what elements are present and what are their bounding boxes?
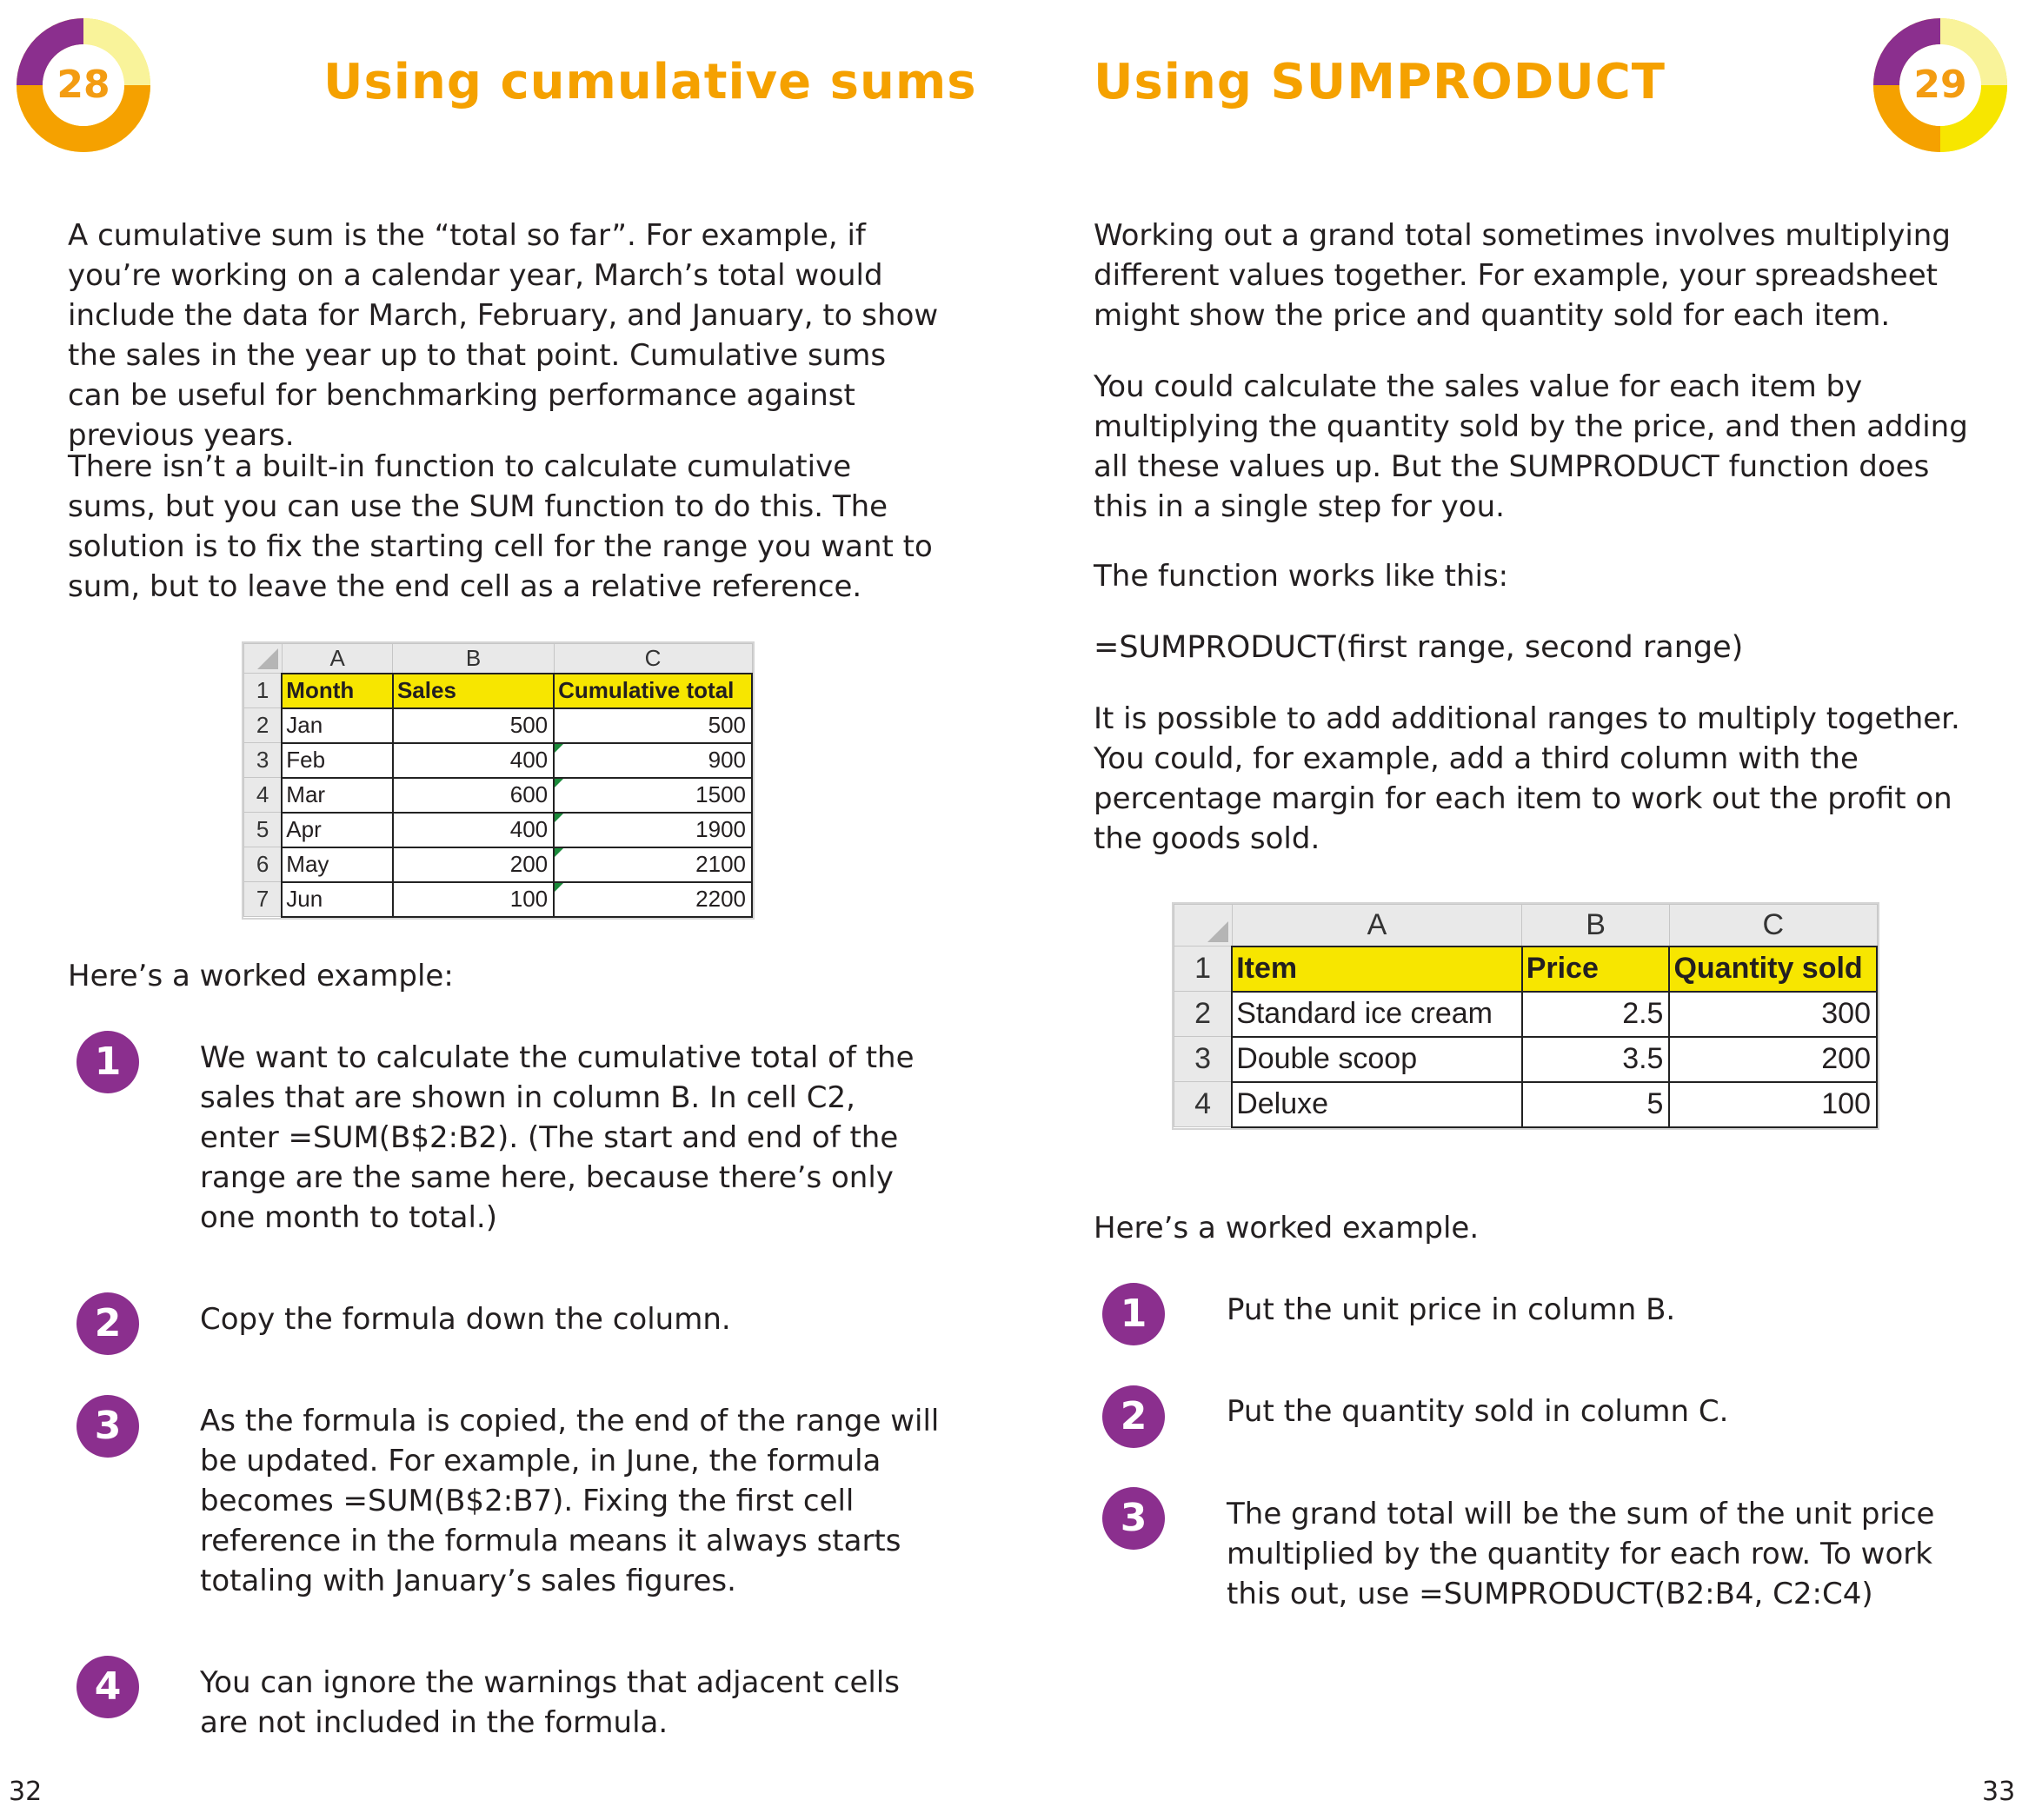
table-cell: 5 xyxy=(1522,1082,1670,1127)
step-text-2: Put the quantity sold in column C. xyxy=(1227,1394,1729,1429)
table-row xyxy=(244,847,753,882)
intro-paragraph: Working out a grand total sometimes involves multiplying different values together. For example, your spreadsheet might show the price and quantity sold for each item. xyxy=(1094,218,1951,333)
table-cell: 1900 xyxy=(554,813,752,847)
table-row xyxy=(1174,1082,1878,1127)
page-title: Using cumulative sums xyxy=(323,54,977,110)
table-cell: Standard ice cream xyxy=(1232,992,1522,1037)
sumproduct-spreadsheet xyxy=(1174,904,1878,1128)
step-text-4: You can ignore the warnings that adjacent cells are not included in the formula. xyxy=(200,1665,900,1740)
row-number: 5 xyxy=(244,813,283,847)
column-header: B xyxy=(1522,905,1670,947)
step-text-2: Copy the formula down the column. xyxy=(200,1302,731,1337)
step-number-3: 3 xyxy=(1102,1487,1165,1550)
method-paragraph: There isn’t a built-in function to calculate cumulative sums, but you can use the SUM function to do this. The solution is to fix the starting cell for the range you want to sum, but to leave the end cell as a relative reference. xyxy=(68,449,933,604)
step-text-1: We want to calculate the cumulative total of the sales that are shown in column B. In cell C2, enter =SUM(B$2:B2). (The start and end of the range are the same here, because there’s only one month to total.) xyxy=(200,1040,915,1235)
additional-ranges-paragraph: It is possible to add additional ranges to multiply together. You could, for example, add a third column with the percentage margin for each item to work out the profit on the goods sold. xyxy=(1094,701,1960,856)
cumulative-sum-spreadsheet xyxy=(243,643,753,918)
page-title: Using SUMPRODUCT xyxy=(1094,54,1666,110)
tip-number-badge xyxy=(15,17,152,154)
table-cell: Jan xyxy=(282,708,393,743)
column-header: A xyxy=(1232,905,1522,947)
step-number-1: 1 xyxy=(1102,1283,1165,1345)
column-header: B xyxy=(393,644,554,674)
tip-number: 28 xyxy=(57,63,110,107)
row-number: 3 xyxy=(244,743,283,778)
step-text-1: Put the unit price in column B. xyxy=(1227,1292,1676,1327)
table-cell: 500 xyxy=(554,708,752,743)
row-number: 7 xyxy=(244,882,283,917)
table-cell: 2200 xyxy=(554,882,752,917)
table-cell: 300 xyxy=(1669,992,1877,1037)
table-cell: Jun xyxy=(282,882,393,917)
worked-example-intro: Here’s a worked example. xyxy=(1094,1211,1480,1245)
row-number: 1 xyxy=(244,674,283,708)
row-number: 3 xyxy=(1174,1037,1233,1082)
table-cell: Apr xyxy=(282,813,393,847)
tip-number: 29 xyxy=(1913,63,1967,107)
row-number: 4 xyxy=(244,778,283,813)
table-row xyxy=(244,743,753,778)
step-text-3: The grand total will be the sum of the unit price multiplied by the quantity for each row. To work this out, use =SUMPRODUCT(B2:B4, C2:C4) xyxy=(1227,1497,1935,1611)
method-paragraph: You could calculate the sales value for each item by multiplying the quantity sold by the price, and then adding all these values up. But the SUMPRODUCT function does this in a single step for you. xyxy=(1094,369,1968,524)
column-header: C xyxy=(554,644,752,674)
table-row xyxy=(244,708,753,743)
table-cell: 600 xyxy=(393,778,554,813)
step-number-4: 4 xyxy=(76,1656,139,1718)
table-row xyxy=(244,778,753,813)
table-cell: Deluxe xyxy=(1232,1082,1522,1127)
table-cell: 100 xyxy=(1669,1082,1877,1127)
step-number-2: 2 xyxy=(1102,1385,1165,1448)
table-row xyxy=(244,813,753,847)
table-cell: 100 xyxy=(393,882,554,917)
table-cell: May xyxy=(282,847,393,882)
page-number: 33 xyxy=(1982,1777,2016,1807)
table-row xyxy=(244,882,753,917)
function-syntax: =SUMPRODUCT(first range, second range) xyxy=(1094,630,1744,665)
table-cell: 400 xyxy=(393,813,554,847)
step-number-3: 3 xyxy=(76,1395,139,1458)
step-number-1: 1 xyxy=(76,1031,139,1093)
select-all-corner xyxy=(244,644,283,674)
page-number: 32 xyxy=(9,1777,43,1807)
row-number: 1 xyxy=(1174,947,1233,992)
table-cell: Double scoop xyxy=(1232,1037,1522,1082)
table-cell: 200 xyxy=(393,847,554,882)
function-intro: The function works like this: xyxy=(1094,559,1509,594)
step-text-3: As the formula is copied, the end of the range will be updated. For example, in June, the formula becomes =SUM(B$2:B7). Fixing the first cell reference in the formula means it always starts totaling with January’s sales figures. xyxy=(200,1404,940,1598)
header-cell: Month xyxy=(282,674,393,708)
table-cell: 1500 xyxy=(554,778,752,813)
table-cell: 2.5 xyxy=(1522,992,1670,1037)
header-cell: Quantity sold xyxy=(1669,947,1877,992)
table-cell: 3.5 xyxy=(1522,1037,1670,1082)
table-cell: 2100 xyxy=(554,847,752,882)
tip-number-badge xyxy=(1872,17,2009,154)
column-header: A xyxy=(282,644,393,674)
table-row xyxy=(1174,992,1878,1037)
table-cell: 400 xyxy=(393,743,554,778)
header-cell: Item xyxy=(1232,947,1522,992)
header-cell: Cumulative total xyxy=(554,674,752,708)
table-cell: 900 xyxy=(554,743,752,778)
table-cell: Feb xyxy=(282,743,393,778)
table-cell: 200 xyxy=(1669,1037,1877,1082)
table-cell: Mar xyxy=(282,778,393,813)
worked-example-intro: Here’s a worked example: xyxy=(68,959,454,993)
step-number-2: 2 xyxy=(76,1292,139,1355)
row-number: 6 xyxy=(244,847,283,882)
select-all-corner xyxy=(1174,905,1233,947)
row-number: 2 xyxy=(1174,992,1233,1037)
header-cell: Price xyxy=(1522,947,1670,992)
column-header: C xyxy=(1669,905,1877,947)
row-number: 4 xyxy=(1174,1082,1233,1127)
table-row xyxy=(1174,1037,1878,1082)
header-cell: Sales xyxy=(393,674,554,708)
table-cell: 500 xyxy=(393,708,554,743)
intro-paragraph: A cumulative sum is the “total so far”. For example, if you’re working on a calendar year, March’s total would include the data for March, February, and January, to show the sales in the year up to that point. Cumulative sums can be useful for benchmarking performance against previous years. xyxy=(68,218,939,453)
row-number: 2 xyxy=(244,708,283,743)
